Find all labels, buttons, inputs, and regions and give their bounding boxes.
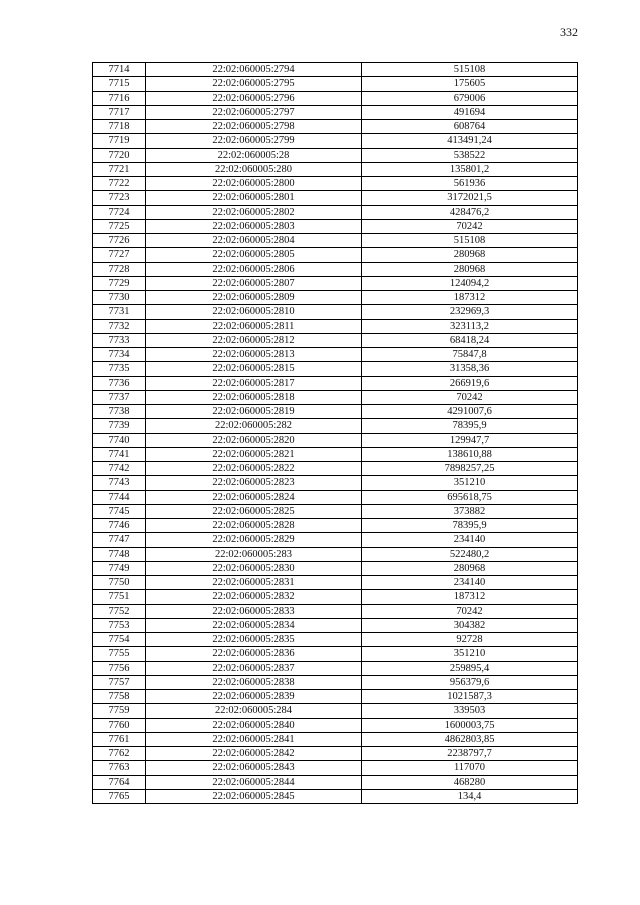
table-row: [93, 761, 578, 775]
value-cell: 373882: [362, 504, 578, 518]
cadastral-number-cell: 22:02:060005:2843: [146, 761, 362, 775]
row-number-cell: 7720: [93, 148, 146, 162]
value-cell: 956379,6: [362, 675, 578, 689]
cadastral-number-cell: 22:02:060005:2829: [146, 533, 362, 547]
value-cell: 280968: [362, 262, 578, 276]
cadastral-number-cell: 22:02:060005:2822: [146, 462, 362, 476]
cadastral-number-cell: 22:02:060005:284: [146, 704, 362, 718]
cadastral-number-cell: 22:02:060005:2831: [146, 576, 362, 590]
value-cell: 679006: [362, 91, 578, 105]
value-cell: 70242: [362, 219, 578, 233]
table-row: [93, 419, 578, 433]
table-row: [93, 319, 578, 333]
table-row: [93, 77, 578, 91]
cadastral-number-cell: 22:02:060005:28: [146, 148, 362, 162]
row-number-cell: 7716: [93, 91, 146, 105]
value-cell: 695618,75: [362, 490, 578, 504]
cadastral-number-cell: 22:02:060005:2806: [146, 262, 362, 276]
cadastral-number-cell: 22:02:060005:2839: [146, 690, 362, 704]
cadastral-number-cell: 22:02:060005:2838: [146, 675, 362, 689]
value-cell: 78395,9: [362, 519, 578, 533]
cadastral-number-cell: 22:02:060005:2800: [146, 177, 362, 191]
table-row: [93, 561, 578, 575]
cadastral-number-cell: 22:02:060005:2824: [146, 490, 362, 504]
table-row: [93, 490, 578, 504]
value-cell: 234140: [362, 576, 578, 590]
table-row: [93, 519, 578, 533]
row-number-cell: 7731: [93, 305, 146, 319]
row-number-cell: 7735: [93, 362, 146, 376]
row-number-cell: 7727: [93, 248, 146, 262]
value-cell: 266919,6: [362, 376, 578, 390]
value-cell: 129947,7: [362, 433, 578, 447]
row-number-cell: 7744: [93, 490, 146, 504]
row-number-cell: 7765: [93, 789, 146, 803]
cadastral-number-cell: 22:02:060005:2845: [146, 789, 362, 803]
value-cell: 280968: [362, 248, 578, 262]
table-row: [93, 305, 578, 319]
value-cell: 339503: [362, 704, 578, 718]
table-row: [93, 789, 578, 803]
row-number-cell: 7761: [93, 732, 146, 746]
value-cell: 522480,2: [362, 547, 578, 561]
cadastral-number-cell: 22:02:060005:2819: [146, 405, 362, 419]
value-cell: 515108: [362, 63, 578, 77]
row-number-cell: 7732: [93, 319, 146, 333]
table-row: [93, 405, 578, 419]
value-cell: 491694: [362, 105, 578, 119]
cadastral-number-cell: 22:02:060005:2810: [146, 305, 362, 319]
value-cell: 259895,4: [362, 661, 578, 675]
cadastral-number-cell: 22:02:060005:2796: [146, 91, 362, 105]
table-row: [93, 148, 578, 162]
row-number-cell: 7723: [93, 191, 146, 205]
value-cell: 538522: [362, 148, 578, 162]
row-number-cell: 7764: [93, 775, 146, 789]
value-cell: 232969,3: [362, 305, 578, 319]
cadastral-number-cell: 22:02:060005:2809: [146, 291, 362, 305]
value-cell: 31358,36: [362, 362, 578, 376]
row-number-cell: 7749: [93, 561, 146, 575]
row-number-cell: 7760: [93, 718, 146, 732]
table-row: [93, 675, 578, 689]
row-number-cell: 7763: [93, 761, 146, 775]
cadastral-number-cell: 22:02:060005:2812: [146, 333, 362, 347]
table-row: [93, 504, 578, 518]
value-cell: 187312: [362, 590, 578, 604]
row-number-cell: 7743: [93, 476, 146, 490]
table-row: [93, 91, 578, 105]
value-cell: 515108: [362, 234, 578, 248]
row-number-cell: 7742: [93, 462, 146, 476]
row-number-cell: 7726: [93, 234, 146, 248]
value-cell: 138610,88: [362, 447, 578, 461]
cadastral-number-cell: 22:02:060005:2797: [146, 105, 362, 119]
table-row: [93, 633, 578, 647]
cadastral-number-cell: 22:02:060005:2798: [146, 120, 362, 134]
cadastral-number-cell: 22:02:060005:2823: [146, 476, 362, 490]
table-row: [93, 576, 578, 590]
row-number-cell: 7753: [93, 618, 146, 632]
value-cell: 351210: [362, 647, 578, 661]
row-number-cell: 7724: [93, 205, 146, 219]
row-number-cell: 7741: [93, 447, 146, 461]
value-cell: 124094,2: [362, 276, 578, 290]
row-number-cell: 7721: [93, 162, 146, 176]
row-number-cell: 7739: [93, 419, 146, 433]
table-row: [93, 476, 578, 490]
table-row: [93, 177, 578, 191]
row-number-cell: 7745: [93, 504, 146, 518]
table-row: [93, 533, 578, 547]
value-cell: 78395,9: [362, 419, 578, 433]
cadastral-number-cell: 22:02:060005:2836: [146, 647, 362, 661]
value-cell: 68418,24: [362, 333, 578, 347]
cadastral-number-cell: 22:02:060005:2835: [146, 633, 362, 647]
table-row: [93, 120, 578, 134]
value-cell: 323113,2: [362, 319, 578, 333]
cadastral-number-cell: 22:02:060005:2795: [146, 77, 362, 91]
value-cell: 608764: [362, 120, 578, 134]
value-cell: 428476,2: [362, 205, 578, 219]
table-row: [93, 647, 578, 661]
row-number-cell: 7758: [93, 690, 146, 704]
table-row: [93, 462, 578, 476]
table-row: [93, 234, 578, 248]
cadastral-number-cell: 22:02:060005:2807: [146, 276, 362, 290]
table-row: [93, 547, 578, 561]
table-body: [93, 63, 578, 804]
row-number-cell: 7718: [93, 120, 146, 134]
table-row: [93, 732, 578, 746]
cadastral-number-cell: 22:02:060005:2833: [146, 604, 362, 618]
table-row: [93, 690, 578, 704]
table-row: [93, 447, 578, 461]
row-number-cell: 7725: [93, 219, 146, 233]
value-cell: 1021587,3: [362, 690, 578, 704]
cadastral-number-cell: 22:02:060005:2840: [146, 718, 362, 732]
value-cell: 175605: [362, 77, 578, 91]
row-number-cell: 7751: [93, 590, 146, 604]
cadastral-number-cell: 22:02:060005:2834: [146, 618, 362, 632]
row-number-cell: 7752: [93, 604, 146, 618]
row-number-cell: 7737: [93, 390, 146, 404]
table-row: [93, 433, 578, 447]
cadastral-number-cell: 22:02:060005:2805: [146, 248, 362, 262]
cadastral-number-cell: 22:02:060005:2828: [146, 519, 362, 533]
cadastral-number-cell: 22:02:060005:2811: [146, 319, 362, 333]
table-row: [93, 348, 578, 362]
value-cell: 117070: [362, 761, 578, 775]
value-cell: 3172021,5: [362, 191, 578, 205]
table-row: [93, 205, 578, 219]
table-row: [93, 162, 578, 176]
value-cell: 75847,8: [362, 348, 578, 362]
cadastral-number-cell: 22:02:060005:2820: [146, 433, 362, 447]
table-row: [93, 376, 578, 390]
value-cell: 135801,2: [362, 162, 578, 176]
table-row: [93, 590, 578, 604]
cadastral-number-cell: 22:02:060005:282: [146, 419, 362, 433]
cadastral-number-cell: 22:02:060005:2841: [146, 732, 362, 746]
value-cell: 561936: [362, 177, 578, 191]
cadastral-number-cell: 22:02:060005:280: [146, 162, 362, 176]
value-cell: 134,4: [362, 789, 578, 803]
cadastral-number-cell: 22:02:060005:2844: [146, 775, 362, 789]
value-cell: 7898257,25: [362, 462, 578, 476]
row-number-cell: 7762: [93, 747, 146, 761]
table-row: [93, 618, 578, 632]
table-row: [93, 333, 578, 347]
cadastral-number-cell: 22:02:060005:2817: [146, 376, 362, 390]
row-number-cell: 7759: [93, 704, 146, 718]
table-row: [93, 219, 578, 233]
value-cell: 304382: [362, 618, 578, 632]
cadastral-number-cell: 22:02:060005:2803: [146, 219, 362, 233]
value-cell: 280968: [362, 561, 578, 575]
row-number-cell: 7728: [93, 262, 146, 276]
row-number-cell: 7719: [93, 134, 146, 148]
table-row: [93, 362, 578, 376]
value-cell: 70242: [362, 604, 578, 618]
cadastral-number-cell: 22:02:060005:2802: [146, 205, 362, 219]
value-cell: 92728: [362, 633, 578, 647]
value-cell: 187312: [362, 291, 578, 305]
cadastral-number-cell: 22:02:060005:2804: [146, 234, 362, 248]
page-number: 332: [560, 25, 578, 39]
cadastral-number-cell: 22:02:060005:2842: [146, 747, 362, 761]
value-cell: 4862803,85: [362, 732, 578, 746]
row-number-cell: 7738: [93, 405, 146, 419]
table-row: [93, 262, 578, 276]
row-number-cell: 7747: [93, 533, 146, 547]
table-row: [93, 105, 578, 119]
value-cell: 234140: [362, 533, 578, 547]
row-number-cell: 7717: [93, 105, 146, 119]
cadastral-number-cell: 22:02:060005:2801: [146, 191, 362, 205]
value-cell: 70242: [362, 390, 578, 404]
value-cell: 351210: [362, 476, 578, 490]
cadastral-number-cell: 22:02:060005:2813: [146, 348, 362, 362]
row-number-cell: 7733: [93, 333, 146, 347]
row-number-cell: 7715: [93, 77, 146, 91]
row-number-cell: 7754: [93, 633, 146, 647]
table-row: [93, 291, 578, 305]
cadastral-value-table: [92, 62, 578, 804]
table-row: [93, 390, 578, 404]
cadastral-number-cell: 22:02:060005:2794: [146, 63, 362, 77]
row-number-cell: 7750: [93, 576, 146, 590]
cadastral-number-cell: 22:02:060005:2832: [146, 590, 362, 604]
row-number-cell: 7714: [93, 63, 146, 77]
table-row: [93, 775, 578, 789]
row-number-cell: 7722: [93, 177, 146, 191]
cadastral-number-cell: 22:02:060005:2830: [146, 561, 362, 575]
value-cell: 413491,24: [362, 134, 578, 148]
cadastral-number-cell: 22:02:060005:2818: [146, 390, 362, 404]
row-number-cell: 7756: [93, 661, 146, 675]
table-row: [93, 191, 578, 205]
table-row: [93, 276, 578, 290]
value-cell: 2238797,7: [362, 747, 578, 761]
row-number-cell: 7748: [93, 547, 146, 561]
table-row: [93, 134, 578, 148]
cadastral-number-cell: 22:02:060005:2799: [146, 134, 362, 148]
row-number-cell: 7757: [93, 675, 146, 689]
table-row: [93, 63, 578, 77]
cadastral-number-cell: 22:02:060005:2837: [146, 661, 362, 675]
table-row: [93, 718, 578, 732]
table-row: [93, 604, 578, 618]
row-number-cell: 7730: [93, 291, 146, 305]
cadastral-number-cell: 22:02:060005:2821: [146, 447, 362, 461]
row-number-cell: 7734: [93, 348, 146, 362]
table-row: [93, 747, 578, 761]
value-cell: 4291007,6: [362, 405, 578, 419]
value-cell: 1600003,75: [362, 718, 578, 732]
row-number-cell: 7746: [93, 519, 146, 533]
table-row: [93, 704, 578, 718]
cadastral-number-cell: 22:02:060005:2815: [146, 362, 362, 376]
row-number-cell: 7755: [93, 647, 146, 661]
value-cell: 468280: [362, 775, 578, 789]
table-row: [93, 248, 578, 262]
cadastral-number-cell: 22:02:060005:283: [146, 547, 362, 561]
row-number-cell: 7729: [93, 276, 146, 290]
row-number-cell: 7736: [93, 376, 146, 390]
table-row: [93, 661, 578, 675]
cadastral-number-cell: 22:02:060005:2825: [146, 504, 362, 518]
row-number-cell: 7740: [93, 433, 146, 447]
